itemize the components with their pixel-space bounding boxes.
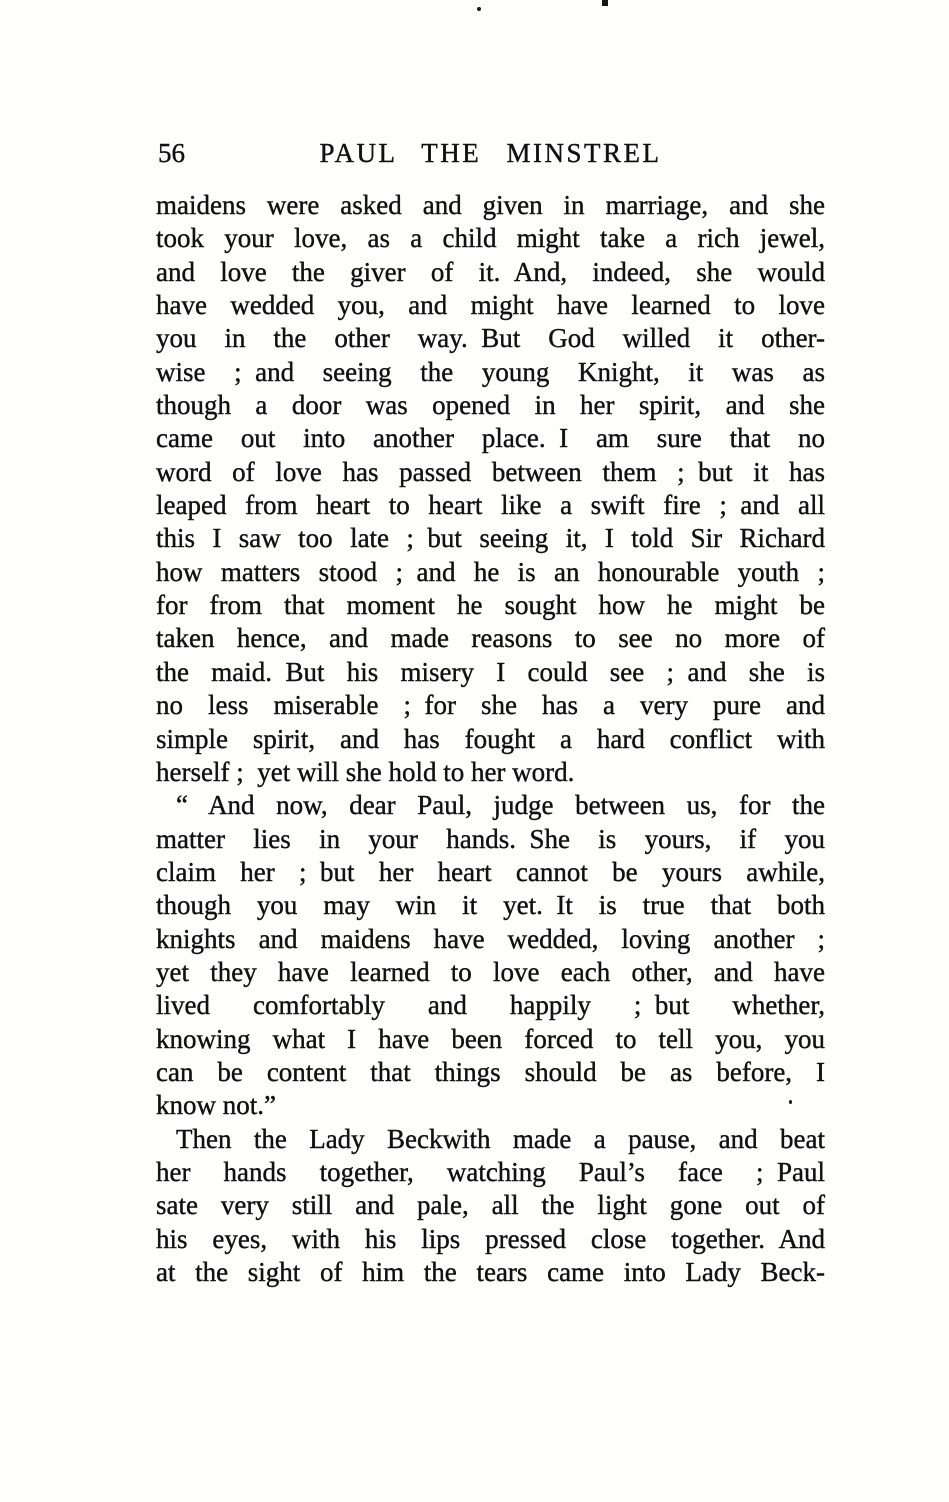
text-line: claim her ; but her heart cannot be yours awhile, <box>156 856 825 887</box>
text-line: know not.” <box>156 1090 276 1121</box>
text-line: knowing what I have been forced to tell you, you <box>156 1023 825 1054</box>
text-line: took your love, as a child might take a rich jewel, <box>156 223 825 254</box>
text-line: came out into another place. I am sure that no <box>156 423 825 454</box>
text-line: herself ; yet will she hold to her word. <box>156 756 575 787</box>
text-line: maidens were asked and given in marriage, and she <box>156 190 825 220</box>
text-line: how matters stood ; and he is an honourable youth ; <box>156 556 825 587</box>
running-title: PAUL THE MINSTREL <box>319 138 662 168</box>
text-line: “ And now, dear Paul, judge between us, for the <box>176 790 825 821</box>
text-line: though you may win it yet. It is true that both <box>156 890 825 921</box>
text-line: lived comfortably and happily ; but whether, <box>156 990 825 1021</box>
text-line: yet they have learned to love each other, and have <box>156 956 825 987</box>
paragraph <box>156 1123 825 1290</box>
text-line: Then the Lady Beckwith made a pause, and beat <box>176 1123 825 1154</box>
page-header <box>156 138 825 172</box>
text-line: word of love has passed between them ; but it has <box>156 456 825 487</box>
text-line: you in the other way. But God willed it other- <box>156 323 825 354</box>
text-line: taken hence, and made reasons to see no more of <box>156 623 825 654</box>
page-body <box>156 189 825 1289</box>
text-line: sate very still and pale, all the light gone out of <box>156 1190 825 1221</box>
text-line: can be content that things should be as before, I <box>156 1056 825 1087</box>
text-line: this I saw too late ; but seeing it, I told Sir Richard <box>156 523 825 554</box>
text-line: wise ; and seeing the young Knight, it was as <box>156 356 825 387</box>
scan-speck <box>477 7 481 11</box>
text-line: his eyes, with his lips pressed close together. And <box>156 1223 825 1254</box>
text-line: and love the giver of it. And, indeed, she would <box>156 256 825 287</box>
text-line: at the sight of him the tears came into Lady Beck- <box>156 1257 825 1287</box>
paragraph <box>156 189 825 789</box>
text-line: no less miserable ; for she has a very pure and <box>156 690 825 721</box>
text-line: leaped from heart to heart like a swift fire ; and all <box>156 490 825 521</box>
text-line: the maid. But his misery I could see ; and she is <box>156 656 825 687</box>
page-number: 56 <box>158 138 185 168</box>
scan-speck <box>602 0 608 6</box>
text-line: though a door was opened in her spirit, and she <box>156 390 825 421</box>
text-line: simple spirit, and has fought a hard conflict with <box>156 723 825 754</box>
text-line: her hands together, watching Paul’s face ; Paul <box>156 1156 825 1187</box>
text-line: matter lies in your hands. She is yours, if you <box>156 823 825 854</box>
text-line: knights and maidens have wedded, loving another ; <box>156 923 825 954</box>
paragraph <box>156 789 825 1122</box>
text-line: have wedded you, and might have learned to love <box>156 290 825 321</box>
text-line: for from that moment he sought how he might be <box>156 590 825 621</box>
